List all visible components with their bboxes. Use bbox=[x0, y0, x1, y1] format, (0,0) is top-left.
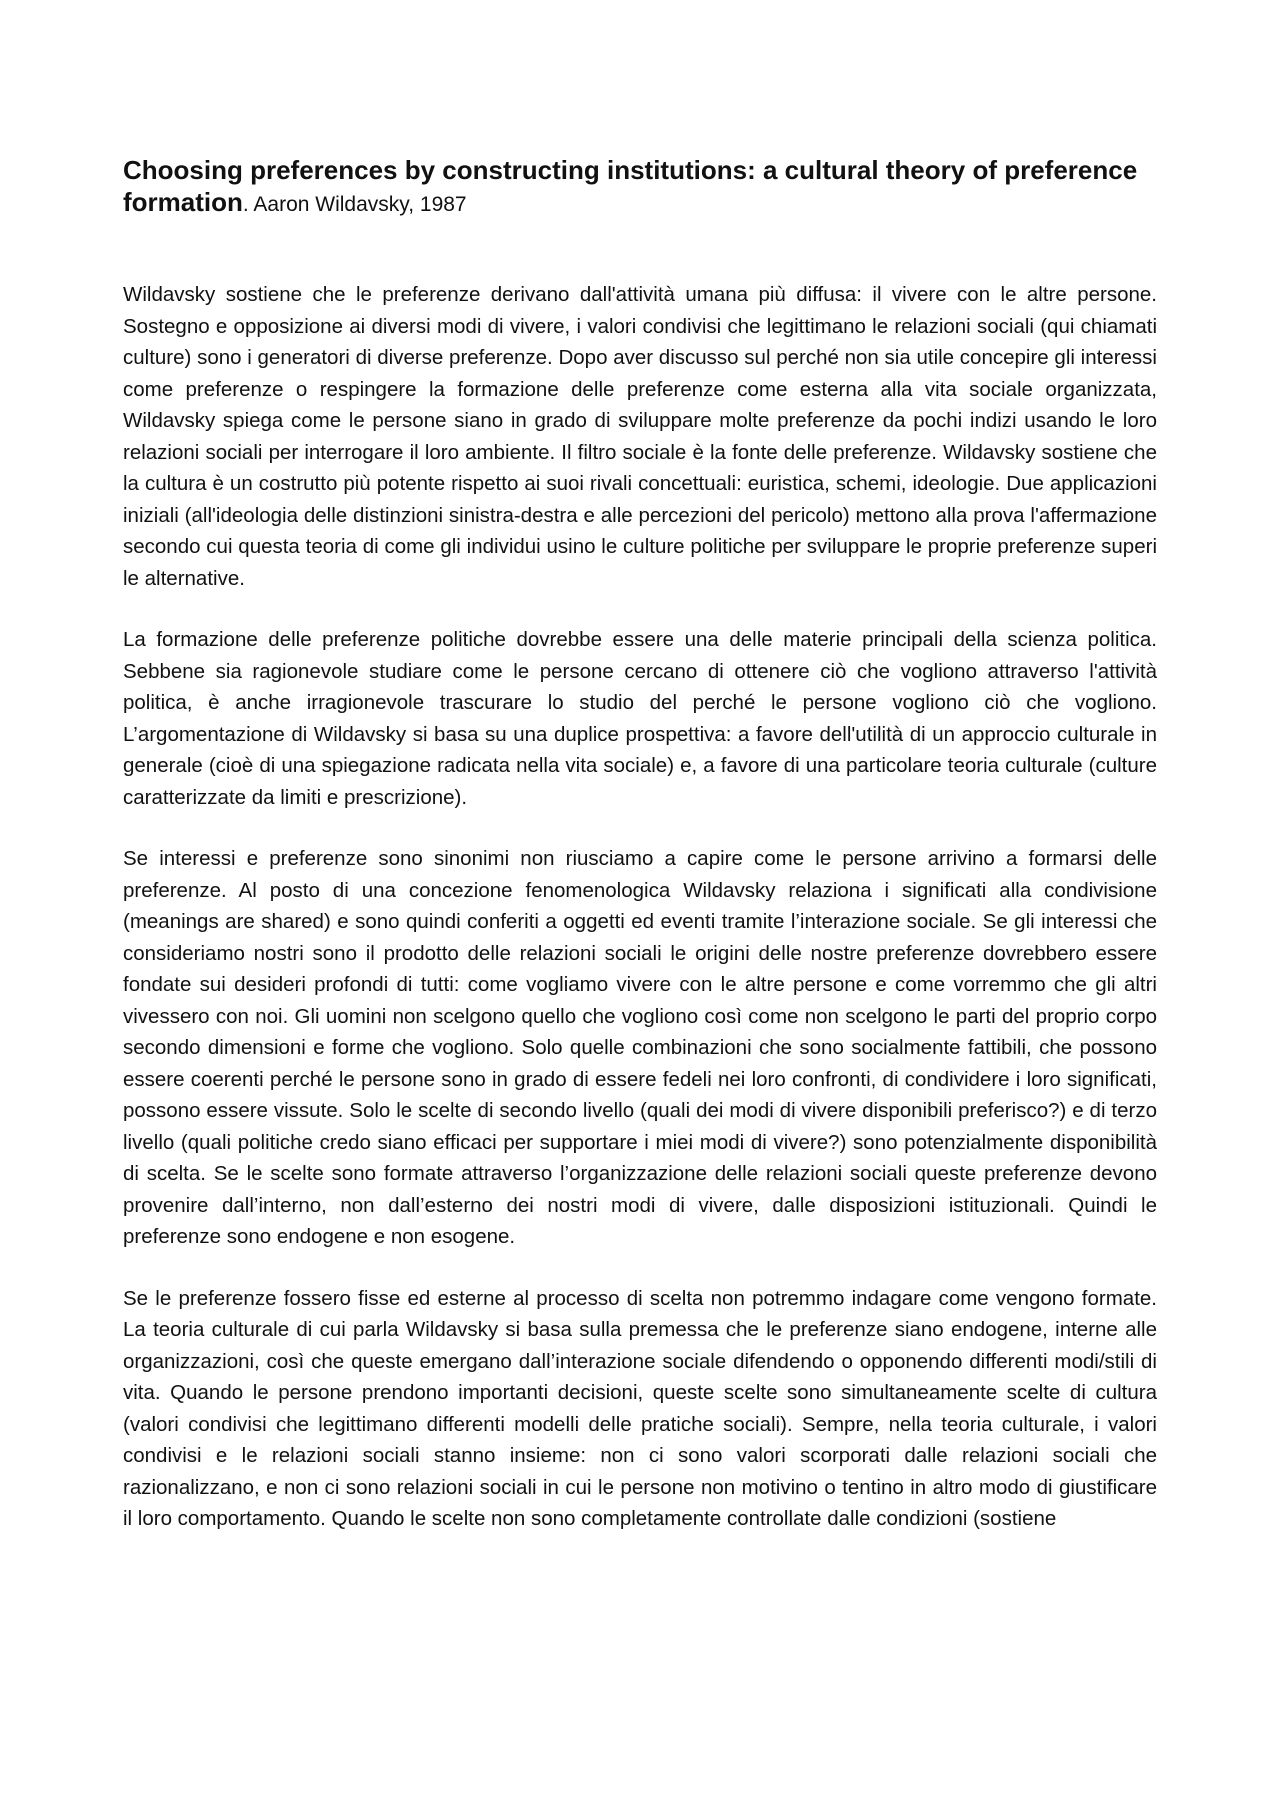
document-content bbox=[123, 154, 1157, 1565]
title-text: Choosing preferences by constructing institutions: a cultural theory of preference formation bbox=[123, 155, 1138, 217]
document-body bbox=[123, 279, 1157, 1535]
paragraph: Se interessi e preferenze sono sinonimi non riusciamo a capire come le persone arrivino a formarsi delle preferenze. Al posto di una concezione fenomenologica Wildavsky relaziona i significati alla condivisione (meanings are shared) e sono quindi conferiti a oggetti ed eventi tramite l’interazione sociale. Se gli interessi che consideriamo nostri sono il prodotto delle relazioni sociali le origini delle nostre preferenze dovrebbero essere fondate sui desideri profondi di tutti: come vogliamo vivere con le altre persone e come vorremmo che gli altri vivessero con noi. Gli uomini non scelgono quello che vogliono così come non scelgono le parti del proprio corpo secondo dimensioni e forme che vogliono. Solo quelle combinazioni che sono socialmente fattibili, che possono essere coerenti perché le persone sono in grado di essere fedeli nei loro confronti, di condividere i loro significati, possono essere vissute. Solo le scelte di secondo livello (quali dei modi di vivere disponibili preferisco?) e di terzo livello (quali politiche credo siano efficaci per supportare i miei modi di vivere?) sono potenzialmente disponibilità di scelta. Se le scelte sono formate attraverso l’organizzazione delle relazioni sociali queste preferenze devono provenire dall’interno, non dall’esterno dei nostri modi di vivere, dalle disposizioni istituzionali. Quindi le preferenze sono endogene e non esogene. bbox=[123, 847, 1157, 1248]
paragraph: Se le preferenze fossero fisse ed esterne al processo di scelta non potremmo indagare come vengono formate. La teoria culturale di cui parla Wildavsky si basa sulla premessa che le preferenze siano endogene, interne alle organizzazioni, così che queste emergano dall’interazione sociale difendendo o opponendo differenti modi/stili di vita. Quando le persone prendono importanti decisioni, queste scelte sono simultaneamente scelte di cultura (valori condivisi che legittimano differenti modelli delle pratiche sociali). Sempre, nella teoria culturale, i valori condivisi e le relazioni sociali stanno insieme: non ci sono valori scorporati dalle relazioni sociali che razionalizzano, e non ci sono relazioni sociali in cui le persone non motivino o tentino in altro modo di giustificare il loro comportamento. Quando le scelte non sono completamente controllate dalle condizioni (sostiene bbox=[123, 1286, 1157, 1530]
paragraph: Wildavsky sostiene che le preferenze derivano dall'attività umana più diffusa: il vivere con le altre persone. Sostegno e opposizione ai diversi modi di vivere, i valori condivisi che legittimano le relazioni sociali (qui chiamati culture) sono i generatori di diverse preferenze. Dopo aver discusso sul perché non sia utile concepire gli interessi come preferenze o respingere la formazione delle preferenze come esterna alla vita sociale organizzata, Wildavsky spiega come le persone siano in grado di sviluppare molte preferenze da pochi indizi usando le loro relazioni sociali per interrogare il loro ambiente. Il filtro sociale è la fonte delle preferenze. Wildavsky sostiene che la cultura è un costrutto più potente rispetto ai suoi rivali concettuali: euristica, schemi, ideologie. Due applicazioni iniziali (all'ideologia delle distinzioni sinistra-destra e alle percezioni del pericolo) mettono alla prova l'affermazione secondo cui questa teoria di come gli individui usino le culture politiche per sviluppare le proprie preferenze superi le alternative. bbox=[123, 283, 1157, 590]
paragraph: La formazione delle preferenze politiche dovrebbe essere una delle materie principali della scienza politica. Sebbene sia ragionevole studiare come le persone cercano di ottenere ciò che vogliono attraverso l'attività politica, è anche irragionevole trascurare lo studio del perché le persone vogliono ciò che vogliono. L’argomentazione di Wildavsky si basa su una duplice prospettiva: a favore dell'utilità di un approccio culturale in generale (cioè di una spiegazione radicata nella vita sociale) e, a favore di una particolare teoria culturale (culture caratterizzate da limiti e prescrizione). bbox=[123, 628, 1157, 809]
document-title bbox=[123, 154, 1157, 221]
author-year: . Aaron Wildavsky, 1987 bbox=[242, 193, 467, 216]
